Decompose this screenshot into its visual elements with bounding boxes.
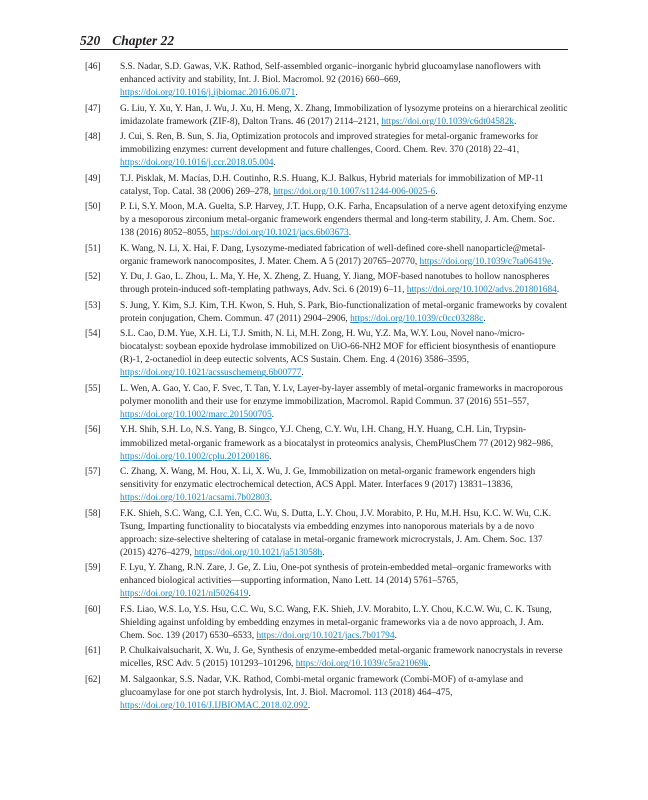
reference-tail: . bbox=[394, 631, 397, 641]
reference-item bbox=[80, 243, 568, 269]
reference-tail: . bbox=[513, 116, 517, 127]
reference-number: [55] bbox=[85, 383, 101, 394]
chapter-title: Chapter 22 bbox=[112, 33, 175, 48]
reference-tail: . bbox=[435, 186, 438, 197]
reference-number: [58] bbox=[85, 508, 101, 519]
reference-tail: . bbox=[483, 313, 486, 324]
doi-link[interactable]: https://doi.org/10.1039/c7ta06419e bbox=[419, 256, 552, 267]
reference-text: Y. Du, J. Gao, L. Zhou, L. Ma, Y. He, X. Zheng, Z. Huang, Y. Jiang, MOF-based nanotubes to hollow nanospheres through protein-induced soft-templating pathways, Adv. Sci. 6 (2019) 6–11, bbox=[120, 272, 550, 296]
reference-tail: . bbox=[556, 285, 560, 296]
reference-item bbox=[80, 131, 568, 170]
reference-text: C. Zhang, X. Wang, M. Hou, X. Li, X. Wu, J. Ge, Immobilization on metal-organic framework engenders high sensitivity for enzymatic electrochemical detection, ACS Appl. Mater. Interfaces 9 (2017) 13831–13836, bbox=[120, 466, 536, 491]
reference-item bbox=[80, 645, 568, 671]
reference-item bbox=[80, 674, 568, 713]
doi-link[interactable]: https://doi.org/10.1016/j.ccr.2018.05.004 bbox=[120, 158, 274, 169]
reference-text: S.L. Cao, D.M. Yue, X.H. Li, T.J. Smith, N. Li, M.H. Zong, H. Wu, Y.Z. Ma, W.Y. Lou, Novel nano-/micro-biocatalyst: soybean epoxide hydrolase immobilized on UiO-66-NH2 MOF for efficient biosynthesis of enantiopure (R)-1, 2-octanediol in deep eutectic solvents, ACS Sustain. Chem. Eng. 4 (2016) 3586–3595, bbox=[120, 329, 556, 366]
reference-item bbox=[80, 424, 568, 463]
reference-number: [47] bbox=[85, 103, 101, 114]
reference-tail: . bbox=[301, 368, 304, 379]
doi-link[interactable]: https://doi.org/10.1039/c6dt04582k bbox=[381, 116, 514, 127]
doi-link[interactable]: https://doi.org/10.1002/cplu.201200186 bbox=[120, 451, 270, 462]
doi-link[interactable]: https://doi.org/10.1016/j.ijbiomac.2016.06.071 bbox=[120, 88, 296, 99]
reference-text: F.S. Liao, W.S. Lo, Y.S. Hsu, C.C. Wu, S.C. Wang, F.K. Shieh, J.V. Morabito, L.Y. Chou, K.C.W. Wu, C. K. Tsung, Shielding against unfolding by embedding enzymes in metal-organic frameworks via a de novo approach, J. Am. Chem. Soc. 139 (2017) 6530–6533, bbox=[120, 604, 552, 641]
reference-tail: . bbox=[271, 410, 274, 421]
reference-tail: . bbox=[348, 228, 352, 239]
reference-text: T.J. Pisklak, M. Macías, D.H. Coutinho, R.S. Huang, K.J. Balkus, Hybrid materials for immobilization of MP-11 catalyst, Top. Catal. 38 (2006) 269–278, bbox=[120, 173, 544, 197]
reference-item bbox=[80, 61, 568, 100]
reference-number: [59] bbox=[85, 563, 101, 574]
reference-item bbox=[80, 604, 568, 643]
doi-link[interactable]: https://doi.org/10.1021/acsami.7b02803 bbox=[120, 493, 270, 504]
reference-number: [46] bbox=[85, 62, 101, 72]
reference-tail: . bbox=[428, 659, 431, 670]
doi-link[interactable]: https://doi.org/10.1007/s11244-006-0025-6 bbox=[273, 186, 436, 197]
reference-number: [57] bbox=[85, 466, 101, 477]
reference-item bbox=[80, 103, 568, 129]
reference-text: F.K. Shieh, S.C. Wang, C.I. Yen, C.C. Wu, S. Dutta, L.Y. Chou, J.V. Morabito, P. Hu, M.H. Hsu, K.C. W. Wu, C.K. Tsung, Imparting functionality to biocatalysts via embedding enzymes into nanoporous materials by a de novo approach: size-selective sheltering of catalase in metal-organic framework microcrystals, J. Am. Chem. Soc. 137 (2015) 4276–4279, bbox=[120, 508, 552, 558]
reference-text: J. Cui, S. Ren, B. Sun, S. Jia, Optimization protocols and improved strategies for metal-organic frameworks for immobilizing enzymes: current development and future challenges, Coord. Chem. Rev. 370 (2018) 22–41, bbox=[120, 132, 538, 156]
reference-item bbox=[80, 562, 568, 601]
reference-tail: . bbox=[269, 451, 272, 462]
reference-number: [61] bbox=[85, 646, 101, 657]
reference-number: [54] bbox=[85, 329, 101, 340]
reference-number: [56] bbox=[85, 425, 101, 436]
reference-item bbox=[80, 201, 568, 240]
reference-number: [51] bbox=[85, 243, 101, 254]
reference-number: [53] bbox=[85, 300, 101, 311]
reference-text: G. Liu, Y. Xu, Y. Han, J. Wu, J. Xu, H. Meng, X. Zhang, Immobilization of lysozyme proteins on a hierarchical zeolitic imidazolate framework (ZIF-8), Dalton Trans. 46 (2017) 2114–2121, bbox=[120, 103, 568, 127]
reference-tail: . bbox=[269, 493, 272, 504]
doi-link[interactable]: https://doi.org/10.1002/marc.201500705 bbox=[120, 410, 272, 421]
reference-item bbox=[80, 328, 568, 380]
reference-tail: . bbox=[307, 701, 311, 712]
reference-number: [60] bbox=[85, 604, 101, 615]
reference-number: [48] bbox=[85, 132, 101, 143]
reference-text: K. Wang, N. Li, X. Hai, F. Dang, Lysozyme-mediated fabrication of well-defined core-shell nanoparticle@metal-organic framework nanocomposites, J. Mater. Chem. A 5 (2017) 20765–20770, bbox=[120, 243, 546, 267]
reference-text: M. Salgaonkar, S.S. Nadar, V.K. Rathod, Combi-metal organic framework (Combi-MOF) of α-amylase and glucoamylase for one pot starch hydrolysis, Int. J. Biol. Macromol. 113 (2018) 464–475, bbox=[120, 674, 524, 698]
reference-item bbox=[80, 271, 568, 297]
reference-number: [62] bbox=[85, 674, 101, 685]
reference-text: S.S. Nadar, S.D. Gawas, V.K. Rathod, Self-assembled organic–inorganic hybrid glucoamylase nanoflowers with enhanced activity and stability, Int. J. Biol. Macromol. 92 (2016) 660–669, bbox=[120, 62, 541, 86]
reference-tail: . bbox=[551, 256, 554, 267]
doi-link[interactable]: https://doi.org/10.1021/acssuschemeng.6b00777 bbox=[120, 368, 302, 379]
reference-text: F. Lyu, Y. Zhang, R.N. Zare, J. Ge, Z. Liu, One-pot synthesis of protein-embedded metal–organic frameworks with enhanced biological activities—supporting information, Nano Lett. 14 (2014) 5761–5765, bbox=[120, 563, 552, 587]
reference-text: P. Li, S.Y. Moon, M.A. Guelta, S.P. Harvey, J.T. Hupp, O.K. Farha, Encapsulation of a nerve agent detoxifying enzyme by a mesoporous zirconium metal-organic framework engenders thermal and long-term stability, J. Am. Chem. Soc. 138 (2016) 8052–8055, bbox=[120, 202, 568, 239]
reference-text: Y.H. Shih, S.H. Lo, N.S. Yang, B. Singco, Y.J. Cheng, C.Y. Wu, I.H. Chang, H.Y. Huang, C.H. Lin, Trypsin-immobilized metal-organic framework as a biocatalyst in proteomics analysis, ChemPlusChem 77 (2012) 982–986, bbox=[120, 425, 554, 449]
reference-tail: . bbox=[322, 547, 325, 558]
reference-item bbox=[80, 466, 568, 505]
doi-link[interactable]: https://doi.org/10.1021/jacs.7b01794 bbox=[256, 631, 395, 641]
reference-text: L. Wen, A. Gao, Y. Cao, F. Svec, T. Tan, Y. Lv, Layer-by-layer assembly of metal-organic frameworks in macroporous polymer monolith and their use for enzyme immobilization, Macromol. Rapid Commun. 37 (2016) 551–557, bbox=[120, 383, 563, 407]
page-number: 520 bbox=[80, 33, 101, 48]
doi-link[interactable]: https://doi.org/10.1021/jacs.6b03673 bbox=[210, 228, 349, 239]
doi-link[interactable]: https://doi.org/10.1039/c5ra21069k bbox=[295, 659, 429, 670]
reference-number: [50] bbox=[85, 202, 101, 213]
doi-link[interactable]: https://doi.org/10.1039/c0cc03288c bbox=[350, 313, 484, 324]
doi-link[interactable]: https://doi.org/10.1016/J.IJBIOMAC.2018.02.092 bbox=[120, 701, 308, 712]
reference-tail: . bbox=[295, 88, 298, 99]
doi-link[interactable]: https://doi.org/10.1021/ja513058h bbox=[194, 547, 323, 558]
doi-link[interactable]: https://doi.org/10.1002/advs.201801684 bbox=[406, 285, 557, 296]
reference-tail: . bbox=[248, 589, 251, 600]
reference-item bbox=[80, 173, 568, 199]
reference-text: P. Chulkaivalsucharit, X. Wu, J. Ge, Synthesis of enzyme-embedded metal-organic framework nanocrystals in reverse micelles, RSC Adv. 5 (2015) 101293–101296, bbox=[120, 646, 563, 670]
reference-list bbox=[80, 61, 568, 715]
reference-number: [49] bbox=[85, 173, 101, 184]
reference-tail: . bbox=[273, 158, 276, 169]
reference-item bbox=[80, 383, 568, 422]
reference-item bbox=[80, 300, 568, 326]
reference-item bbox=[80, 508, 568, 560]
reference-number: [52] bbox=[85, 272, 101, 283]
doi-link[interactable]: https://doi.org/10.1021/nl5026419 bbox=[120, 589, 249, 600]
page-header bbox=[80, 32, 568, 50]
reference-text: S. Jung, Y. Kim, S.J. Kim, T.H. Kwon, S. Huh, S. Park, Bio-functionalization of metal-organic frameworks by covalent protein conjugation, Chem. Commun. 47 (2011) 2904–2906, bbox=[120, 300, 568, 324]
